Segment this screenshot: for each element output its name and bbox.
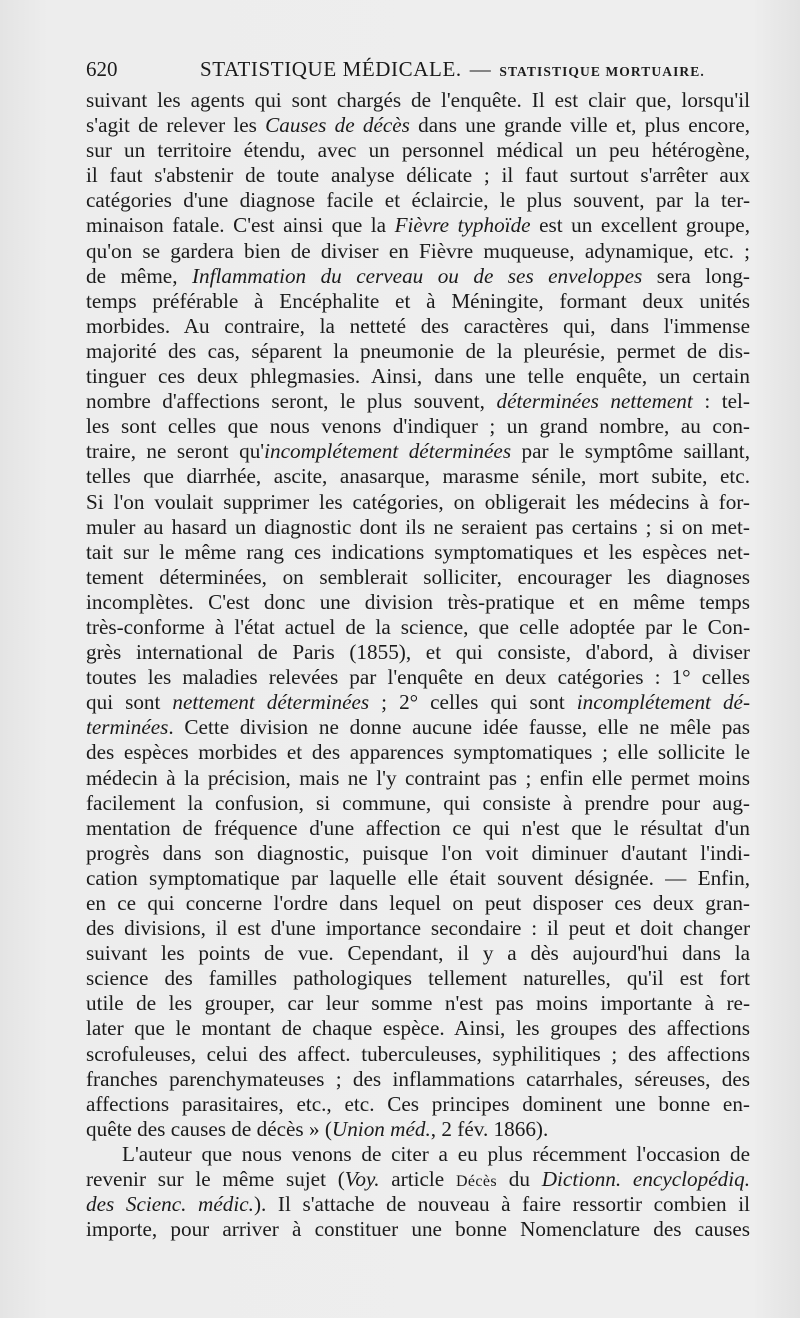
text-line: catégories d'une diagnose facile et éclaircie, le plus souvent, par la ter- xyxy=(86,188,750,213)
text-line: nombre d'affections seront, le plus souvent, déterminées nettement : tel- xyxy=(86,389,750,414)
text-line: muler au hasard un diagnostic dont ils ne seraient pas certains ; si on met- xyxy=(86,514,750,539)
text-line: suivant les points de vue. Cependant, il y a dès aujourd'hui dans la xyxy=(86,941,750,966)
text-line: il faut s'abstenir de toute analyse délicate ; il faut surtout s'arrêter aux xyxy=(86,163,750,188)
text-line: revenir sur le même sujet (Voy. article Décès du Dictionn. encyclopédiq. xyxy=(86,1167,750,1192)
text-line: temps préférable à Encéphalite et à Méningite, formant deux unités xyxy=(86,288,750,313)
text-line: en ce qui concerne l'ordre dans lequel on peut disposer ces deux gran- xyxy=(86,891,750,915)
text-line: des divisions, il est d'une importance secondaire : il peut et doit changer xyxy=(86,916,750,941)
italic-term: Voy. xyxy=(344,1167,380,1192)
italic-term: Causes de décès xyxy=(265,113,410,138)
text-line: mentation de fréquence d'une affection ce qui n'est que le résultat d'un xyxy=(86,815,750,840)
text-line: tement déterminées, on semblerait solliciter, encourager les diagnoses xyxy=(86,564,750,589)
text-line: progrès dans son diagnostic, puisque l'on voit diminuer d'autant l'indi- xyxy=(86,840,750,865)
text-line: de même, Inflammation du cerveau ou de ses enveloppes sera long- xyxy=(86,263,750,288)
text-line: sur un territoire étendu, avec un personnel médical un peu hétérogène, xyxy=(86,138,750,163)
italic-term: Inflammation du cerveau ou de ses enveloppes xyxy=(191,263,643,288)
text-line: minaison fatale. C'est ainsi que la Fièvre typhoïde est un excellent groupe, xyxy=(86,213,750,238)
text-line: scrofuleuses, celui des affect. tuberculeuses, syphilitiques ; des affections xyxy=(86,1041,750,1066)
running-title xyxy=(200,54,705,87)
text-line: très-conforme à l'état actuel de la science, que celle adoptée par le Con- xyxy=(86,614,750,639)
italic-term: Fièvre typhoïde xyxy=(394,213,531,238)
italic-term: déterminées nettement xyxy=(496,389,693,414)
text-line: utile de les grouper, car leur somme n'est pas moins importante à re- xyxy=(86,991,750,1016)
body-text xyxy=(86,88,750,1242)
italic-term: des Scienc. médic. xyxy=(86,1192,254,1217)
page-number: 620 xyxy=(86,57,118,81)
text-line: terminées. Cette division ne donne aucune idée fausse, elle ne mêle pas xyxy=(86,715,750,740)
text-line: tait sur le même rang ces indications symptomatiques et les espèces net- xyxy=(86,539,750,564)
running-header xyxy=(86,54,714,84)
italic-term: incomplétement dé- xyxy=(576,690,750,715)
italic-term: nettement déterminées xyxy=(172,690,370,715)
italic-term: terminées xyxy=(86,715,169,740)
text-line: quête des causes de décès » (Union méd., 2 fév. 1866). xyxy=(86,1116,549,1141)
text-line: toutes les maladies relevées par l'enquête en deux catégories : 1° celles xyxy=(86,665,750,690)
text-line: affections parasitaires, etc., etc. Ces principes dominent une bonne en- xyxy=(86,1091,750,1116)
text-line: s'agit de relever les Causes de décès dans une grande ville et, plus encore, xyxy=(86,113,751,138)
text-line: L'auteur que nous venons de citer a eu plus récemment l'occasion de xyxy=(122,1141,750,1166)
text-line: médecin à la précision, mais ne l'y contraint pas ; enfin elle permet moins xyxy=(86,765,750,790)
text-line: suivant les agents qui sont chargés de l'enquête. Il est clair que, lorsqu'il xyxy=(86,88,750,112)
text-line: des espèces morbides et des apparences symptomatiques ; elle sollicite le xyxy=(86,740,750,765)
text-line: science des familles pathologiques tellement naturelles, qu'il est fort xyxy=(86,966,750,991)
text-line: grès international de Paris (1855), et qui consiste, d'abord, à diviser xyxy=(86,640,750,665)
italic-term: Dictionn. encyclopédiq. xyxy=(541,1167,750,1192)
text-line: des Scienc. médic.). Il s'attache de nouveau à faire ressortir combien il xyxy=(86,1192,750,1217)
text-line: qui sont nettement déterminées ; 2° celles qui sont incomplétement dé- xyxy=(86,690,750,715)
text-line: facilement la confusion, si commune, qui consiste à prendre pour aug- xyxy=(86,790,750,815)
text-line: telles que diarrhée, ascite, anasarque, marasme sénile, mort subite, etc. xyxy=(86,464,750,489)
italic-term: incomplétement déterminées xyxy=(264,439,512,464)
text-line: tinguer ces deux phlegmasies. Ainsi, dans une telle enquête, un certain xyxy=(86,364,750,389)
text-line: morbides. Au contraire, la netteté des caractères qui, dans l'immense xyxy=(86,313,750,338)
text-line: les sont celles que nous venons d'indiquer ; un grand nombre, au con- xyxy=(86,414,750,439)
text-line: traire, ne seront qu'incomplétement déterminées par le symptôme saillant, xyxy=(86,439,750,464)
text-line: qu'on se gardera bien de diviser en Fièvre muqueuse, adynamique, etc. ; xyxy=(86,238,750,263)
text-line: importe, pour arriver à constituer une bonne Nomenclature des causes xyxy=(86,1217,750,1242)
header-subtitle: STATISTIQUE MORTUAIRE. xyxy=(499,64,705,79)
text-line: franches parenchymateuses ; des inflammations catarrhales, séreuses, des xyxy=(86,1066,750,1091)
text-line: Si l'on voulait supprimer les catégories, on obligerait les médecins à for- xyxy=(86,489,750,514)
italic-term: Union méd. xyxy=(331,1116,431,1141)
text-line: incomplètes. C'est donc une division très-pratique et en même temps xyxy=(86,589,750,614)
text-line: cation symptomatique par laquelle elle était souvent désignée. — Enfin, xyxy=(86,865,750,890)
text-line: later que le montant de chaque espèce. Ainsi, les groupes des affections xyxy=(86,1016,750,1041)
header-dash: — xyxy=(469,57,492,81)
header-title: STATISTIQUE MÉDICALE. xyxy=(200,57,462,81)
small-caps-term: Décès xyxy=(455,1173,498,1191)
text-line: majorité des cas, séparent la pneumonie de la pleurésie, permet de dis- xyxy=(86,338,750,363)
